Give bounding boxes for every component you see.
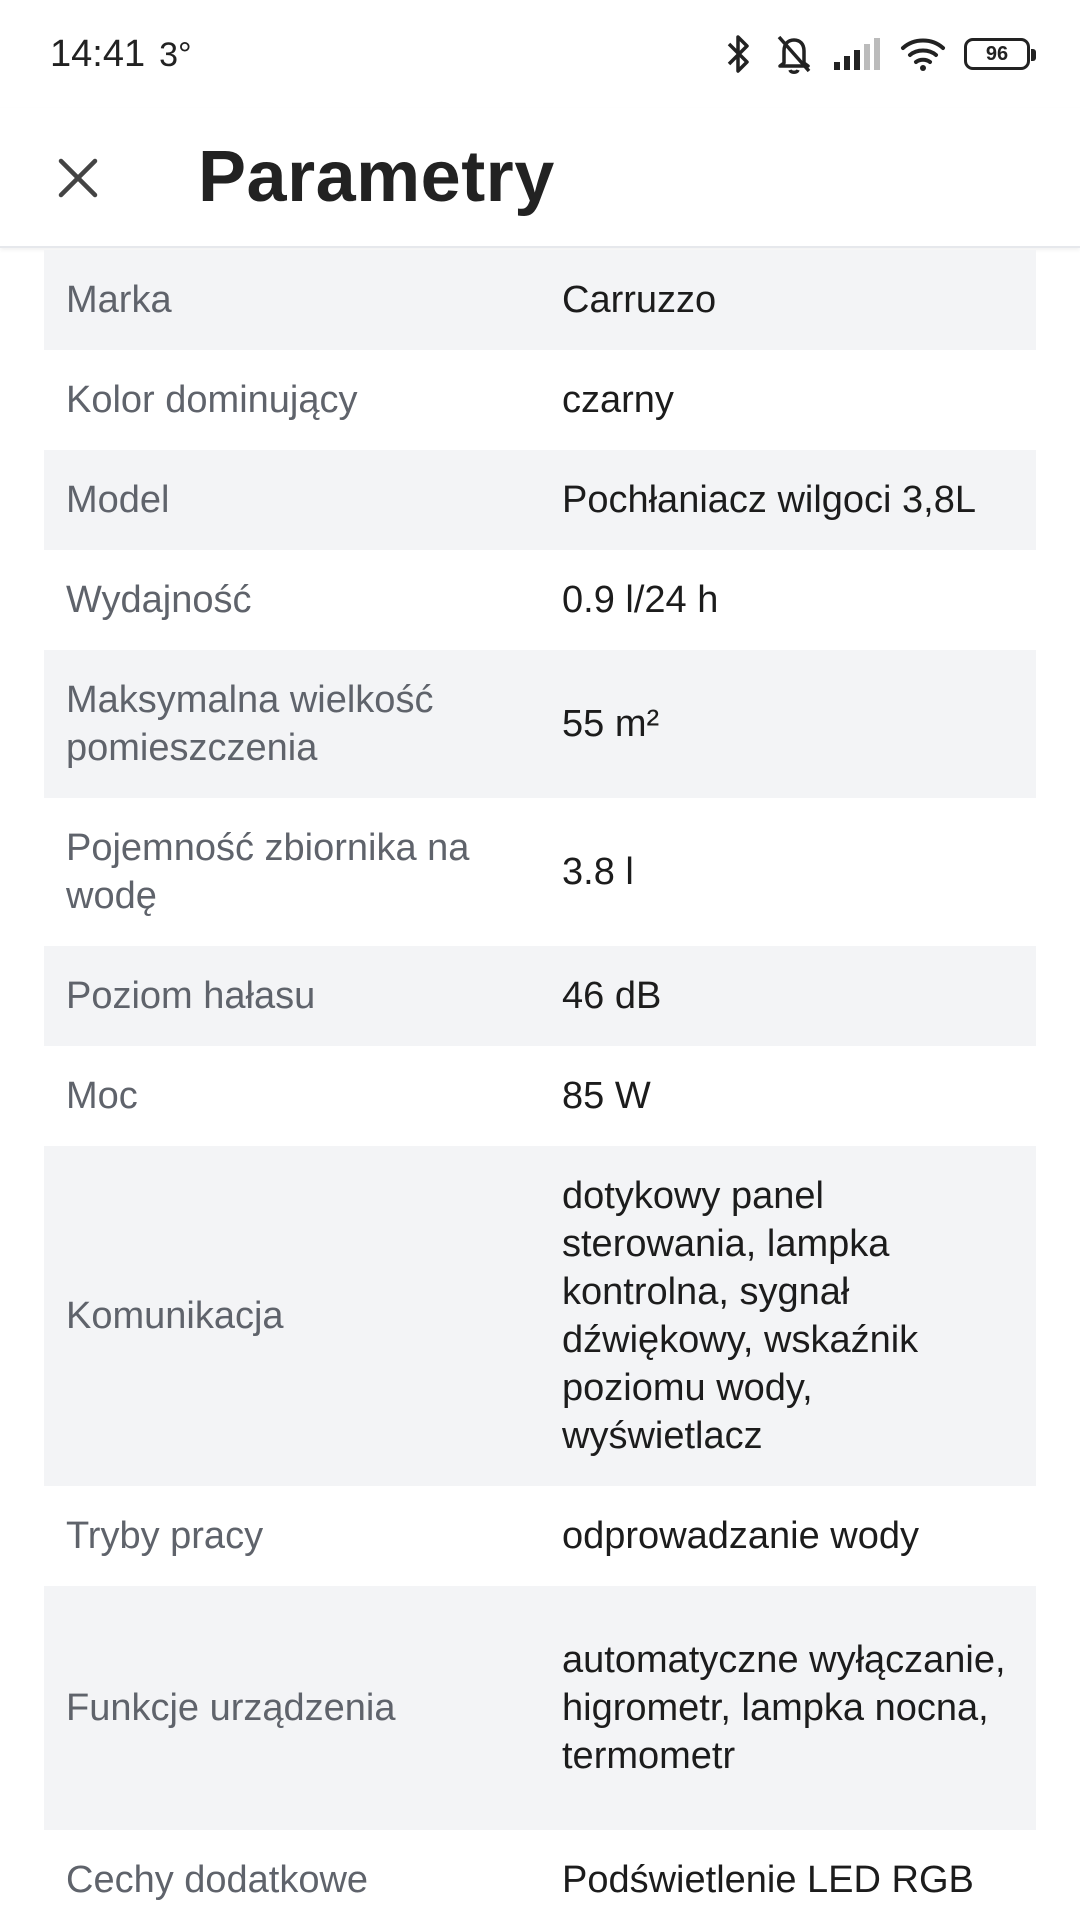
param-row-marka [44, 250, 1036, 350]
close-icon [58, 158, 98, 198]
param-label: Wydajność [66, 579, 252, 621]
param-value: odprowadzanie wody [562, 1515, 920, 1557]
param-row-funkcje [44, 1586, 1036, 1830]
param-label: Funkcje urządzenia [66, 1687, 396, 1729]
param-row-kolor [44, 350, 1036, 450]
param-value: Carruzzo [562, 279, 717, 321]
param-label: Poziom hałasu [66, 975, 316, 1017]
status-temperature: 3° [159, 35, 192, 74]
signal-icon [832, 36, 882, 72]
param-label: Pojemność zbiornika na wodę [66, 827, 470, 917]
param-label: Tryby pracy [66, 1515, 264, 1557]
param-row-wydajnosc [44, 550, 1036, 650]
close-button[interactable] [44, 144, 112, 212]
param-row-tryby [44, 1486, 1036, 1586]
param-value: 55 m² [562, 703, 660, 745]
param-label: Kolor dominujący [66, 379, 358, 421]
param-value: 3.8 l [562, 851, 634, 893]
param-label: Marka [66, 279, 172, 321]
status-icons [722, 33, 1030, 75]
battery-level: 96 [985, 42, 1009, 65]
param-value: czarny [562, 379, 674, 421]
bluetooth-icon [722, 33, 756, 75]
param-value: 46 dB [562, 975, 662, 1017]
wifi-icon [900, 36, 946, 72]
parameters-table [44, 250, 1036, 1930]
param-value: Pochłaniacz wilgoci 3,8L [562, 479, 977, 521]
status-left [50, 33, 192, 76]
param-value: Podświetlenie LED RGB [562, 1859, 974, 1901]
param-row-zbiornik [44, 798, 1036, 946]
param-label: Moc [66, 1075, 138, 1117]
page-title: Parametry [198, 137, 555, 217]
param-label: Komunikacja [66, 1295, 284, 1337]
status-bar [0, 0, 1080, 108]
mute-bell-icon [774, 33, 814, 75]
param-label: Maksymalna wielkość pomieszczenia [66, 679, 434, 769]
param-row-wielkosc [44, 650, 1036, 798]
battery-icon [964, 38, 1030, 70]
param-label: Model [66, 479, 170, 521]
param-value: 85 W [562, 1075, 651, 1117]
param-label: Cechy dodatkowe [66, 1859, 369, 1901]
param-row-halas [44, 946, 1036, 1046]
param-value: 0.9 l/24 h [562, 579, 719, 621]
status-time: 14:41 [50, 32, 146, 75]
param-row-moc [44, 1046, 1036, 1146]
param-row-cechy [44, 1830, 1036, 1930]
app-header [0, 108, 1080, 248]
param-value: automatyczne wyłączanie, higrometr, lampka nocna, termometr [562, 1639, 1006, 1777]
param-row-komunikacja [44, 1146, 1036, 1486]
param-row-model [44, 450, 1036, 550]
param-value: dotykowy panel sterowania, lampka kontrolna, sygnał dźwiękowy, wskaźnik poziomu wody, wyświetlacz [562, 1175, 919, 1457]
